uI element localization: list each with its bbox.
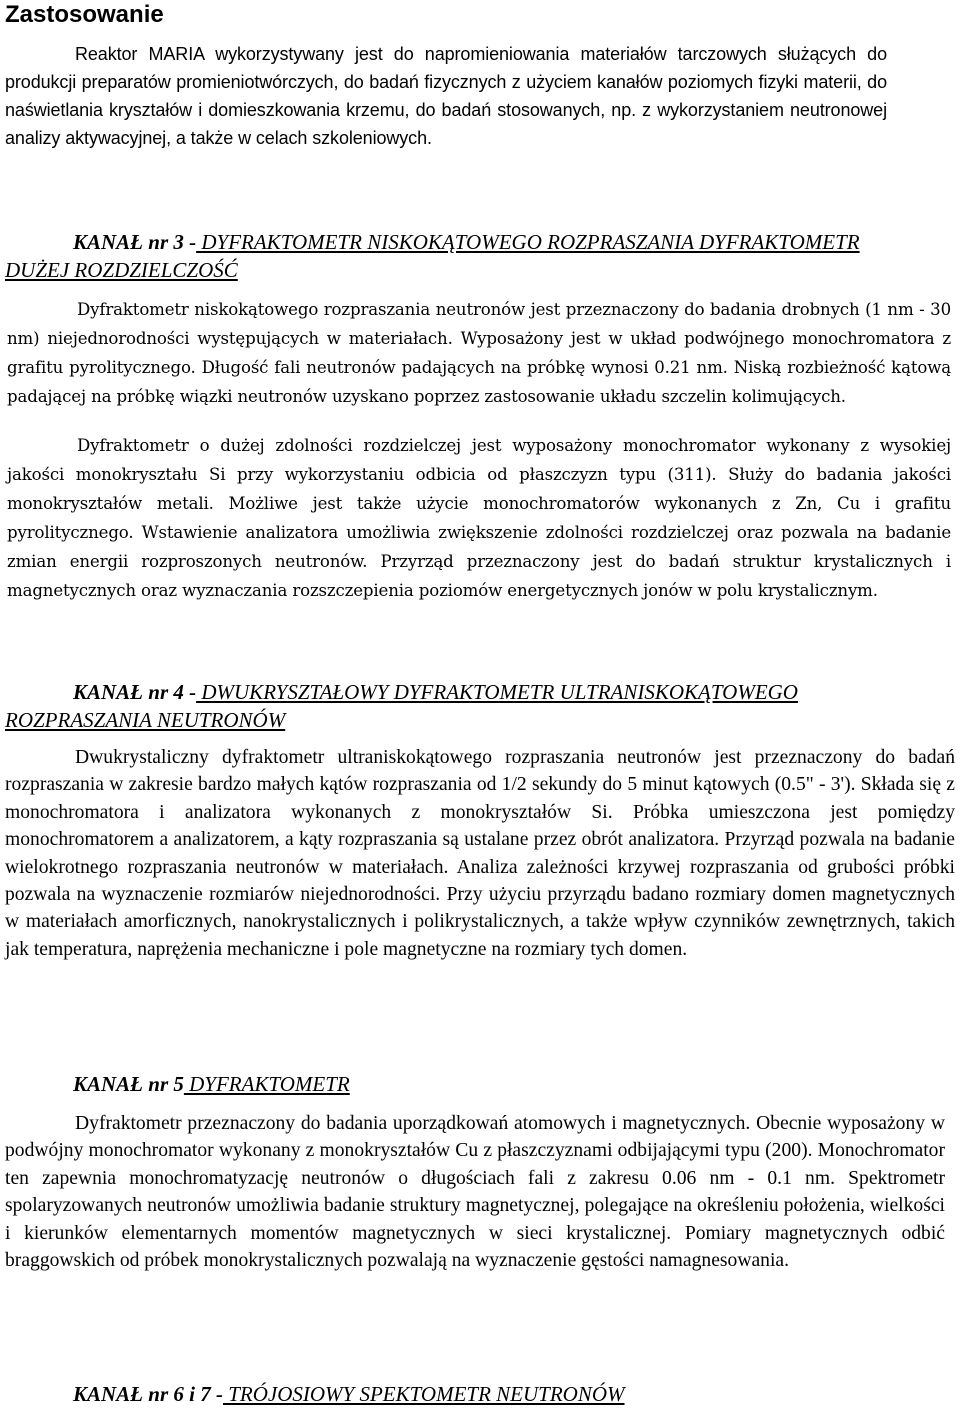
section-4-title <box>5 678 905 734</box>
section-4-lead: KANAŁ nr 4 - <box>73 680 197 704</box>
section-4-paragraph-1: Dwukrystaliczny dyfraktometr ultraniskokątowego rozpraszania neutronów jest przeznaczony do badań rozpraszania w zakresie bardzo małych kątów rozpraszania od 1/2 sekundy do 5 minut kątowych (0.5" - 3'). Składa się z monochromatora i analizatora wykonanych z monokryształów Si. Próbka umieszczona jest pomiędzy monochromatorem a analizatorem, a kąty rozpraszania są ustalane przez obrót analizatora. Przyrząd pozwala na badanie wielokrotnego rozpraszania neutronów w materiałach. Analiza zależności krzywej rozpraszania od grubości próbki pozwala na wyznaczenie rozmiarów niejednorodności. Przy użyciu przyrządu badano rozmiary domen magnetycznych w materiałach amorficznych, nanokrystalicznych i polikrystalicznych, a także wpływ czynników zewnętrznych, takich jak temperatura, naprężenia mechaniczne i pole magnetyczne na rozmiary tych domen. <box>5 747 955 960</box>
intro-paragraph: Reaktor MARIA wykorzystywany jest do napromieniowania materiałów tarczowych służących do produkcji preparatów promieniotwórczych, do badań fizycznych z użyciem kanałów poziomych fizyki materii, do naświetlania kryształów i domieszkowania krzemu, do badań stosowanych, np. z wykorzystaniem neutronowej analizy aktywacyjnej, a także w celach szkoleniowych. <box>5 44 887 148</box>
section-4-subtitle: DWUKRYSZTAŁOWY DYFRAKTOMETR ULTRANISKOKĄTOWEGO ROZPRASZANIA NEUTRONÓW <box>5 680 798 732</box>
section-3-subtitle: DYFRAKTOMETR NISKOKĄTOWEGO ROZPRASZANIA DYFRAKTOMETR DUŻEJ ROZDZIELCZOŚĆ <box>5 230 860 282</box>
section-5-lead: KANAŁ nr 5 <box>73 1072 184 1096</box>
section-3-paragraph-2: Dyfraktometr o dużej zdolności rozdzielczej jest wyposażony monochromator wykonany z wysokiej jakości monokryształu Si przy wykorzystaniu odbicia od płaszczyzn typu (311). Służy do badania jakości monokryształów metali. Możliwe jest także użycie monochromatorów wykonanych z Zn, Cu i grafitu pyrolitycznego. Wstawienie analizatora umożliwia zwiększenie zdolności rozdzielczej oraz pozwala na badanie zmian energii rozproszonych neutronów. Przyrząd przeznaczony jest do badań struktur krystalicznych i magnetycznych oraz wyznaczania rozszczepienia poziomów energetycznych jonów w polu krystalicznym. <box>7 436 951 600</box>
section-5-subtitle: DYFRAKTOMETR <box>183 1072 350 1096</box>
section-5-title <box>5 1070 905 1098</box>
section-6-7-subtitle: TRÓJOSIOWY SPEKTOMETR NEUTRONÓW <box>222 1382 625 1406</box>
page-title: Zastosowanie <box>5 1 164 28</box>
section-6-7-lead: KANAŁ nr 6 i 7 - <box>73 1382 223 1406</box>
section-5-paragraph-1: Dyfraktometr przeznaczony do badania uporządkowań atomowych i magnetycznych. Obecnie wyposażony w podwójny monochromator wykonany z monokryształów Cu z płaszczyznami odbijającymi typu (200). Monochromator ten zapewnia monochromatyzację neutronów o długościach fali z zakresu 0.06 nm - 0.1 nm. Spektrometr spolaryzowanych neutronów umożliwia badanie struktury magnetycznej, polegające na określeniu położenia, wielkości i kierunków elementarnych momentów magnetycznych w sieci krystalicznej. Pomiary magnetycznych odbić braggowskich od próbek monokrystalicznych pozwalają na wyznaczenie gęstości namagnesowania. <box>5 1113 945 1272</box>
section-3-title <box>5 228 905 284</box>
section-3-paragraph-1: Dyfraktometr niskokątowego rozpraszania neutronów jest przeznaczony do badania drobnych (1 nm - 30 nm) niejednorodności występujących w materiałach. Wyposażony jest w układ podwójnego monochromatora z grafitu pyrolitycznego. Długość fali neutronów padających na próbkę wynosi 0.21 nm. Niską rozbieżność kątową padającej na próbkę wiązki neutronów uzyskano poprzez zastosowanie układu szczelin kolimujących. <box>7 300 951 406</box>
section-3-lead: KANAŁ nr 3 - <box>73 230 197 254</box>
